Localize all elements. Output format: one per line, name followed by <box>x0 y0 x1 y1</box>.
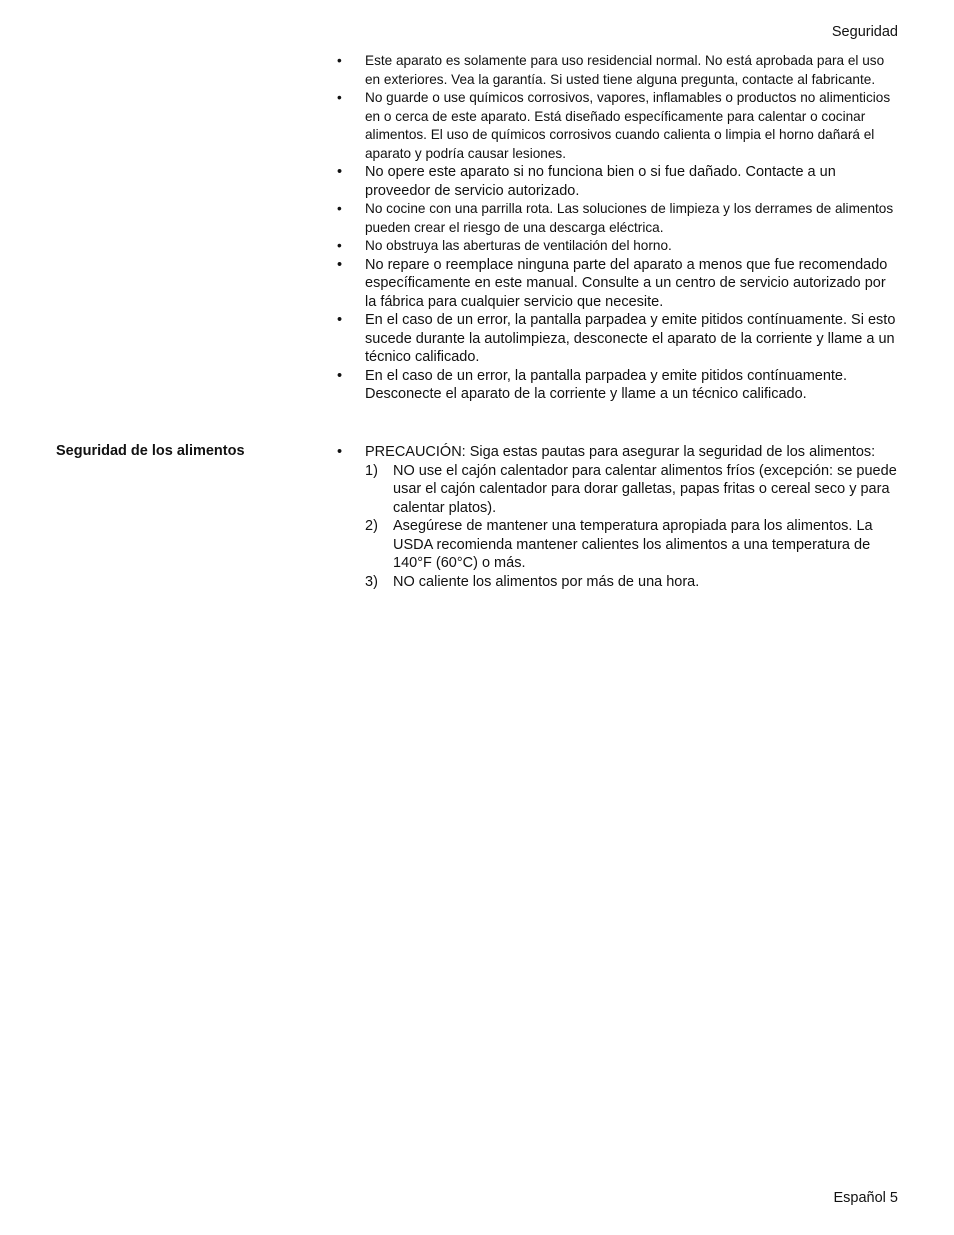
list-item <box>337 200 899 237</box>
list-number: 3) <box>365 573 378 590</box>
running-header: Seguridad <box>831 24 898 40</box>
bullet-icon: • <box>337 90 342 105</box>
bullet-icon: • <box>337 367 343 384</box>
numbered-list <box>365 462 899 592</box>
page-number: Español 5 <box>833 1190 898 1206</box>
bullet-icon: • <box>337 53 342 68</box>
list-item-text: En el caso de un error, la pantalla parpadea y emite pitidos contínuamente. Desconecte el aparato de la corriente y llame a un técnico calificado. <box>365 367 848 402</box>
list-item-text: No obstruya las aberturas de ventilación del horno. <box>365 238 672 253</box>
bullet-icon: • <box>337 238 342 253</box>
list-item-text: Asegúrese de mantener una temperatura apropiada para los alimentos. La USDA recomienda mantener calientes los alimentos a una temperatura de 140°F (60°C) o más. <box>393 518 873 571</box>
list-number: 2) <box>365 518 378 534</box>
list-item <box>337 256 899 312</box>
list-item-text: No repare o reemplace ninguna parte del aparato a menos que fue recomendado específicamente en este manual. Consulte a un centro de servicio autorizado por la fábrica para cualquier servicio que necesite. <box>365 256 888 310</box>
list-number: 1) <box>365 462 378 479</box>
food-safety-section <box>337 443 899 591</box>
list-item <box>365 573 899 592</box>
bullet-icon: • <box>337 164 343 180</box>
bullet-icon: • <box>337 444 343 460</box>
list-item <box>337 367 899 404</box>
list-item <box>365 462 899 518</box>
list-item-text: No opere este aparato si no funciona bien o si fue dañado. Contacte a un proveedor de servicio autorizado. <box>365 164 836 199</box>
list-item-text: En el caso de un error, la pantalla parpadea y emite pitidos contínuamente. Si esto sucede durante la autolimpieza, desconecte el aparato de la corriente y llame a un técnico calificado. <box>365 312 896 365</box>
bullet-icon: • <box>337 312 343 328</box>
list-item <box>337 89 899 163</box>
caution-item <box>337 443 899 462</box>
bullet-icon: • <box>337 201 342 216</box>
list-item <box>337 163 899 200</box>
list-item-text: No cocine con una parrilla rota. Las soluciones de limpieza y los derrames de alimentos pueden crear el riesgo de una descarga eléctrica. <box>365 201 894 235</box>
list-item <box>337 52 899 89</box>
list-item <box>337 237 899 256</box>
safety-bullet-list <box>337 52 899 404</box>
bullet-icon: • <box>337 256 343 273</box>
list-item-text: No guarde o use químicos corrosivos, vapores, inflamables o productos no alimenticios en o cerca de este aparato. Está diseñado específicamente para calentar o cocinar alimentos. El uso de químicos corrosivos cuando calienta o limpia el horno dañará el aparato y podría causar lesiones. <box>365 90 891 161</box>
list-item-text: NO use el cajón calentador para calentar alimentos fríos (excepción: se puede usar el cajón calentador para dorar galletas, papas fritas o cereal seco y para calentar platos). <box>393 462 897 516</box>
caution-text: PRECAUCIÓN: Siga estas pautas para asegurar la seguridad de los alimentos: <box>365 444 876 460</box>
list-item <box>337 311 899 367</box>
list-item <box>365 517 899 573</box>
section-heading-food-safety: Seguridad de los alimentos <box>56 443 245 459</box>
list-item-text: Este aparato es solamente para uso residencial normal. No está aprobada para el uso en exteriores. Vea la garantía. Si usted tiene alguna pregunta, contacte al fabricante. <box>365 53 885 87</box>
list-item-text: NO caliente los alimentos por más de una hora. <box>393 573 700 590</box>
